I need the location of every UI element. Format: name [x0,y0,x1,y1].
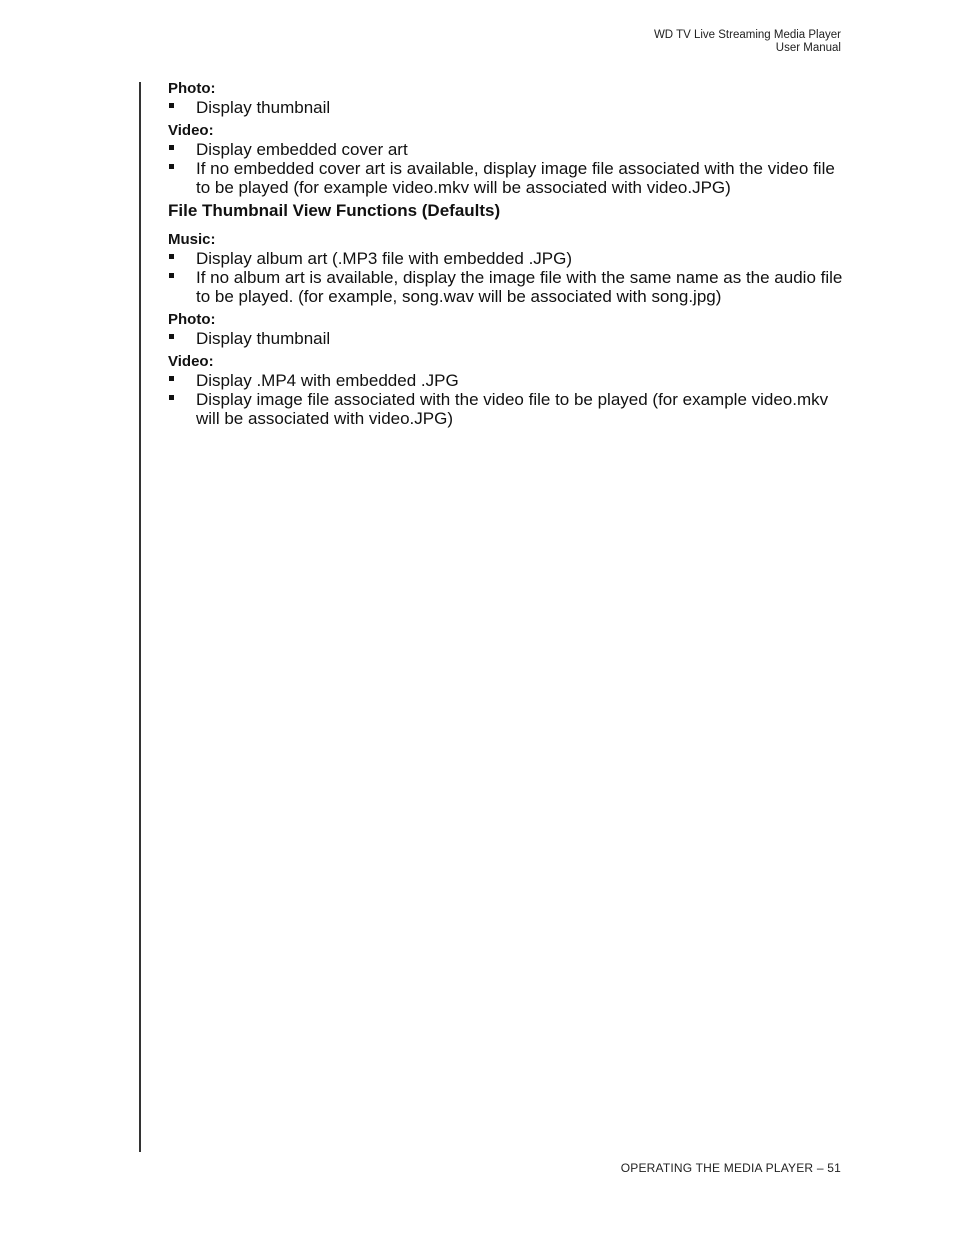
margin-rule [139,82,141,1152]
list-item [168,390,844,428]
page-number: 51 [827,1161,841,1175]
page-content [168,80,844,428]
section-heading: File Thumbnail View Functions (Defaults) [168,201,501,220]
video-list-2 [168,371,844,428]
list-item-text: Display thumbnail [196,329,331,348]
list-item-text: Display embedded cover art [196,140,408,159]
list-item [168,371,844,390]
photo-list [168,98,844,117]
list-item [168,98,844,117]
list-item-text: If no embedded cover art is available, display image file associated with the video file to be played (for example video.mkv will be associated with video.JPG) [196,159,835,197]
bullet-icon [169,395,174,400]
bullet-icon [169,254,174,259]
header-document-type: User Manual [775,42,841,54]
photo-label-2: Photo: [168,311,216,328]
bullet-icon [169,164,174,169]
list-item [168,140,844,159]
video-label-2: Video: [168,353,214,370]
bullet-icon [169,103,174,108]
photo-list-2 [168,329,844,348]
bullet-icon [169,273,174,278]
music-list [168,249,844,306]
video-label: Video: [168,122,214,139]
page-footer [621,1161,841,1175]
header-product-title: WD TV Live Streaming Media Player [653,29,841,41]
list-item [168,159,844,197]
music-label: Music: [168,231,216,248]
list-item-text: Display thumbnail [196,98,331,117]
list-item [168,249,844,268]
list-item-text: Display album art (.MP3 file with embedded .JPG) [196,249,573,268]
footer-separator: – [813,1161,828,1175]
photo-label: Photo: [168,80,216,97]
video-list [168,140,844,197]
footer-section-title: OPERATING THE MEDIA PLAYER [620,1161,814,1175]
list-item-text: If no album art is available, display the image file with the same name as the audio file to be played. (for example, song.wav will be associated with song.jpg) [196,268,843,306]
list-item [168,329,844,348]
bullet-icon [169,145,174,150]
bullet-icon [169,376,174,381]
page-header [654,29,841,55]
bullet-icon [169,334,174,339]
list-item-text: Display .MP4 with embedded .JPG [196,371,459,390]
list-item-text: Display image file associated with the video file to be played (for example video.mkv will be associated with video.JPG) [196,390,829,428]
list-item [168,268,844,306]
